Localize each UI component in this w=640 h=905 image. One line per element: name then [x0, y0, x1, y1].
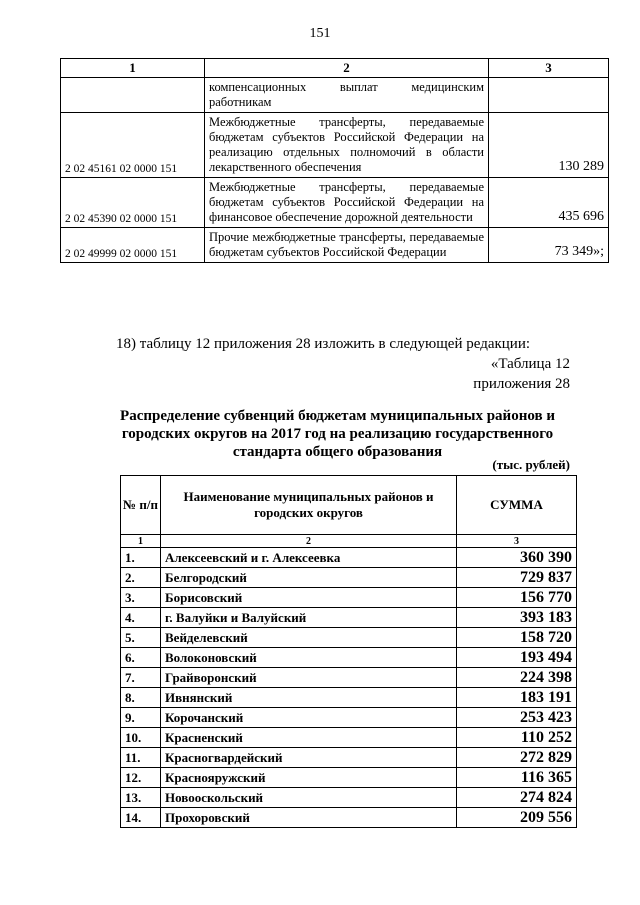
district-name: Корочанский — [161, 708, 457, 728]
district-name: Красногвардейский — [161, 748, 457, 768]
page-number: 151 — [309, 26, 331, 41]
subvention-amount: 110 252 — [457, 728, 577, 748]
table-row — [121, 548, 577, 568]
row-number: 9. — [121, 708, 161, 728]
subvention-amount: 158 720 — [457, 628, 577, 648]
column-header-name: Наименование муниципальных районов и городских округов — [161, 476, 457, 535]
subvention-amount: 360 390 — [457, 548, 577, 568]
row-number: 5. — [121, 628, 161, 648]
row-number: 6. — [121, 648, 161, 668]
subvention-amount: 224 398 — [457, 668, 577, 688]
subvention-amount: 193 494 — [457, 648, 577, 668]
subvention-amount: 274 824 — [457, 788, 577, 808]
table-row — [121, 568, 577, 588]
row-number: 4. — [121, 608, 161, 628]
revenue-codes-table — [60, 58, 609, 263]
table-row — [121, 808, 577, 828]
table-row — [121, 688, 577, 708]
table-row — [121, 668, 577, 688]
table-row — [121, 608, 577, 628]
district-name: Прохоровский — [161, 808, 457, 828]
subvention-amount: 183 191 — [457, 688, 577, 708]
amendment-paragraph: 18) таблицу 12 приложения 28 изложить в следующей редакции: — [116, 336, 531, 352]
district-name: г. Валуйки и Валуйский — [161, 608, 457, 628]
table-caption-line: приложения 28 — [473, 376, 570, 392]
transfer-sum: 73 349»; — [489, 228, 609, 263]
table-row — [61, 113, 609, 178]
table-row — [121, 628, 577, 648]
column-header: 1 — [61, 59, 205, 78]
transfer-description: Прочие межбюджетные трансферты, передаваемые бюджетам субъектов Российской Федерации — [205, 228, 489, 263]
district-name: Белгородский — [161, 568, 457, 588]
budget-code: 2 02 45161 02 0000 151 — [61, 113, 205, 178]
district-name: Красненский — [161, 728, 457, 748]
row-number: 3. — [121, 588, 161, 608]
row-number: 13. — [121, 788, 161, 808]
transfer-sum: 130 289 — [489, 113, 609, 178]
district-name: Борисовский — [161, 588, 457, 608]
district-name: Грайворонский — [161, 668, 457, 688]
row-number: 7. — [121, 668, 161, 688]
transfer-description: Межбюджетные трансферты, передаваемые бюджетам субъектов Российской Федерации на финансовое обеспечение дорожной деятельности — [205, 178, 489, 228]
table-row — [121, 728, 577, 748]
column-header: 3 — [489, 59, 609, 78]
table-caption-line: «Таблица 12 — [490, 356, 570, 372]
district-name: Ивнянский — [161, 688, 457, 708]
units-label: (тыс. рублей) — [492, 457, 570, 472]
table-row — [121, 788, 577, 808]
budget-code: 2 02 45390 02 0000 151 — [61, 178, 205, 228]
section-title: Распределение субвенций бюджетам муниципальных районов и городских округов на 2017 год на реализацию государственного стандарта общего образования — [120, 408, 555, 460]
row-number: 14. — [121, 808, 161, 828]
subvention-amount: 116 365 — [457, 768, 577, 788]
budget-code: 2 02 49999 02 0000 151 — [61, 228, 205, 263]
subvention-amount: 393 183 — [457, 608, 577, 628]
table-row — [61, 228, 609, 263]
subvention-amount: 156 770 — [457, 588, 577, 608]
table-header-row — [121, 476, 577, 535]
row-number: 10. — [121, 728, 161, 748]
transfer-description: компенсационных выплат медицинским работникам — [205, 78, 489, 113]
row-number: 8. — [121, 688, 161, 708]
budget-code — [61, 78, 205, 113]
district-name: Алексеевский и г. Алексеевка — [161, 548, 457, 568]
district-name: Вейделевский — [161, 628, 457, 648]
subvention-amount: 272 829 — [457, 748, 577, 768]
table-row — [61, 78, 609, 113]
table-header-row — [61, 59, 609, 78]
table-row — [121, 648, 577, 668]
transfer-sum: 435 696 — [489, 178, 609, 228]
column-number-row — [121, 535, 577, 548]
district-name: Волоконовский — [161, 648, 457, 668]
row-number: 11. — [121, 748, 161, 768]
column-header: 2 — [205, 59, 489, 78]
column-header-number: № п/п — [121, 476, 161, 535]
district-name: Новооскольский — [161, 788, 457, 808]
district-name: Краснояружский — [161, 768, 457, 788]
row-number: 12. — [121, 768, 161, 788]
table-row — [121, 708, 577, 728]
table-row — [61, 178, 609, 228]
table-row — [121, 588, 577, 608]
table-row — [121, 748, 577, 768]
column-number: 1 — [121, 535, 161, 548]
subvention-amount: 209 556 — [457, 808, 577, 828]
transfer-description: Межбюджетные трансферты, передаваемые бюджетам субъектов Российской Федерации на реализацию отдельных полномочий в области лекарственного обеспечения — [205, 113, 489, 178]
subvention-amount: 253 423 — [457, 708, 577, 728]
column-number: 3 — [457, 535, 577, 548]
column-number: 2 — [161, 535, 457, 548]
subvention-amount: 729 837 — [457, 568, 577, 588]
row-number: 2. — [121, 568, 161, 588]
column-header-sum: СУММА — [457, 476, 577, 535]
row-number: 1. — [121, 548, 161, 568]
subventions-table — [120, 475, 577, 828]
transfer-sum — [489, 78, 609, 113]
table-row — [121, 768, 577, 788]
